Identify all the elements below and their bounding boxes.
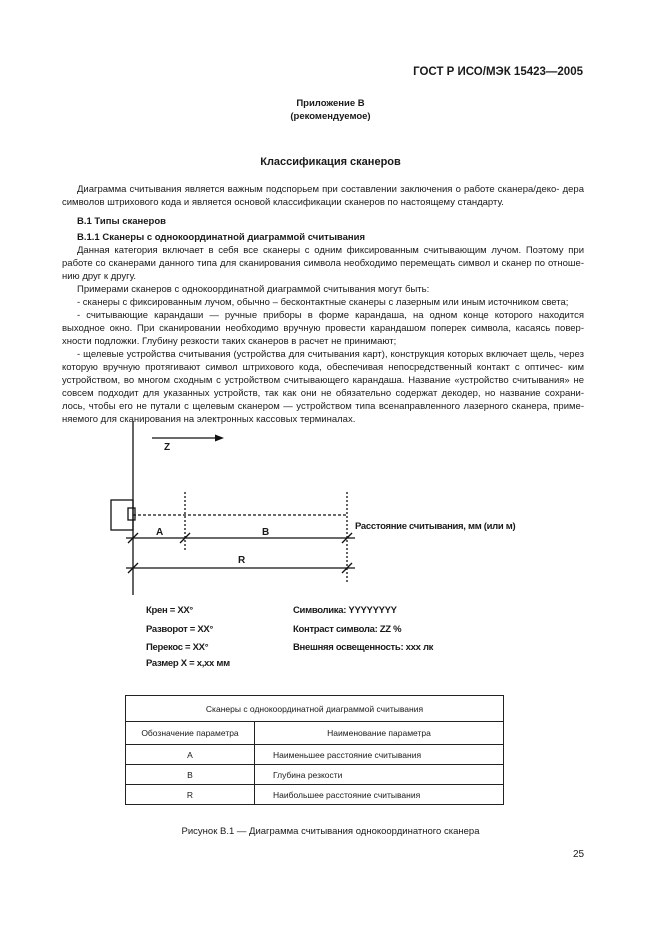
figure-caption: Рисунок В.1 — Диаграмма считывания однокоординатного сканера	[181, 826, 480, 837]
section-heading-b1: В.1 Типы сканеров	[77, 216, 166, 227]
column-header-name: Наименование параметра	[255, 722, 504, 745]
table-caption-row	[126, 696, 504, 722]
param-roll: Крен = XX°	[146, 605, 193, 616]
param-contrast: Контраст символа: ZZ %	[293, 624, 402, 635]
param-symbology: Символика: YYYYYYYY	[293, 605, 397, 616]
table-row	[126, 785, 504, 805]
cell-name: Глубина резкости	[255, 765, 504, 785]
intro-paragraph: Диаграмма считывания является важным подспорьем при составлении заключения о работе сканера/деко- дера символов штрихового кода и является основой классификации сканеров по настоящему стандарту.	[62, 184, 584, 208]
standard-header: ГОСТ Р ИСО/МЭК 15423—2005	[413, 66, 583, 78]
param-x-size: Размер X = x,xx мм	[146, 658, 230, 669]
appendix-title: Приложение В	[296, 98, 365, 109]
bullet-3: - щелевые устройства считывания (устройства для считывания карт), конструкция которых включает щель, через которую вручную протягивают символ штрихового кода, обеспечивая непосредственный контакт с оптичес- ким устройством, во многом сходным с устройством считывающего карандаша. Название «устройство считывания» не совсем подходит для указанных устройств, так как они не обязательно содержат декодер, но название сохрани- лось, чтобы его не путали с щелевым сканером — устройством типа всенаправленного лазерного сканера, приме- няемого для сканирования на электронных кассовых терминалах.	[62, 349, 584, 425]
param-skew: Перекос = XX°	[146, 642, 209, 653]
paragraph-2: Примерами сканеров с однокоординатной диаграммой считывания могут быть:	[77, 284, 430, 295]
appendix-status: (рекомендуемое)	[290, 111, 371, 122]
r-label: R	[238, 555, 246, 566]
param-illumination: Внешняя освещенность: xxx лк	[293, 642, 434, 653]
table-caption: Сканеры с однокоординатной диаграммой считывания	[126, 696, 504, 722]
bullet-2: - считывающие карандаши — ручные приборы в форме карандаша, на одном конце которого находится выходное окно. При сканировании необходимо вручную провести карандашом поперек символа, касаясь повер- хности подложки. Глубину резкости таких сканеров в расчет не принимают;	[62, 310, 584, 347]
page-title: Классификация сканеров	[260, 156, 401, 168]
scanner-body	[111, 500, 133, 530]
z-label: Z	[164, 442, 171, 453]
table-row	[126, 745, 504, 765]
paragraph-1: Данная категория включает в себя все сканеры с одним фиксированным считывающим лучом. Поэтому при работе со сканерами данного типа для сканирования символа необходимо перемещать символ и сканер по отноше- нию друг к другу.	[62, 245, 584, 282]
a-label: A	[156, 527, 164, 538]
cell-code: R	[126, 785, 255, 805]
scanner-window	[128, 508, 135, 520]
z-arrow-head	[215, 435, 224, 442]
param-rotation: Разворот = XX°	[146, 624, 213, 635]
column-header-code: Обозначение параметра	[126, 722, 255, 745]
table-row	[126, 765, 504, 785]
bullet-1: - сканеры с фиксированным лучом, обычно – бесконтактные сканеры с лазерным или иным источником света;	[77, 297, 569, 308]
page-number: 25	[573, 849, 585, 860]
b-label: B	[262, 527, 270, 538]
cell-name: Наибольшее расстояние считывания	[255, 785, 504, 805]
section-heading-b11: В.1.1 Сканеры с однокоординатной диаграммой считывания	[77, 232, 366, 243]
cell-code: A	[126, 745, 255, 765]
parameter-table	[125, 695, 504, 805]
distance-axis-label: Расстояние считывания, мм (или м)	[355, 521, 516, 532]
cell-name: Наименьшее расстояние считывания	[255, 745, 504, 765]
cell-code: B	[126, 765, 255, 785]
table-header-row	[126, 722, 504, 745]
